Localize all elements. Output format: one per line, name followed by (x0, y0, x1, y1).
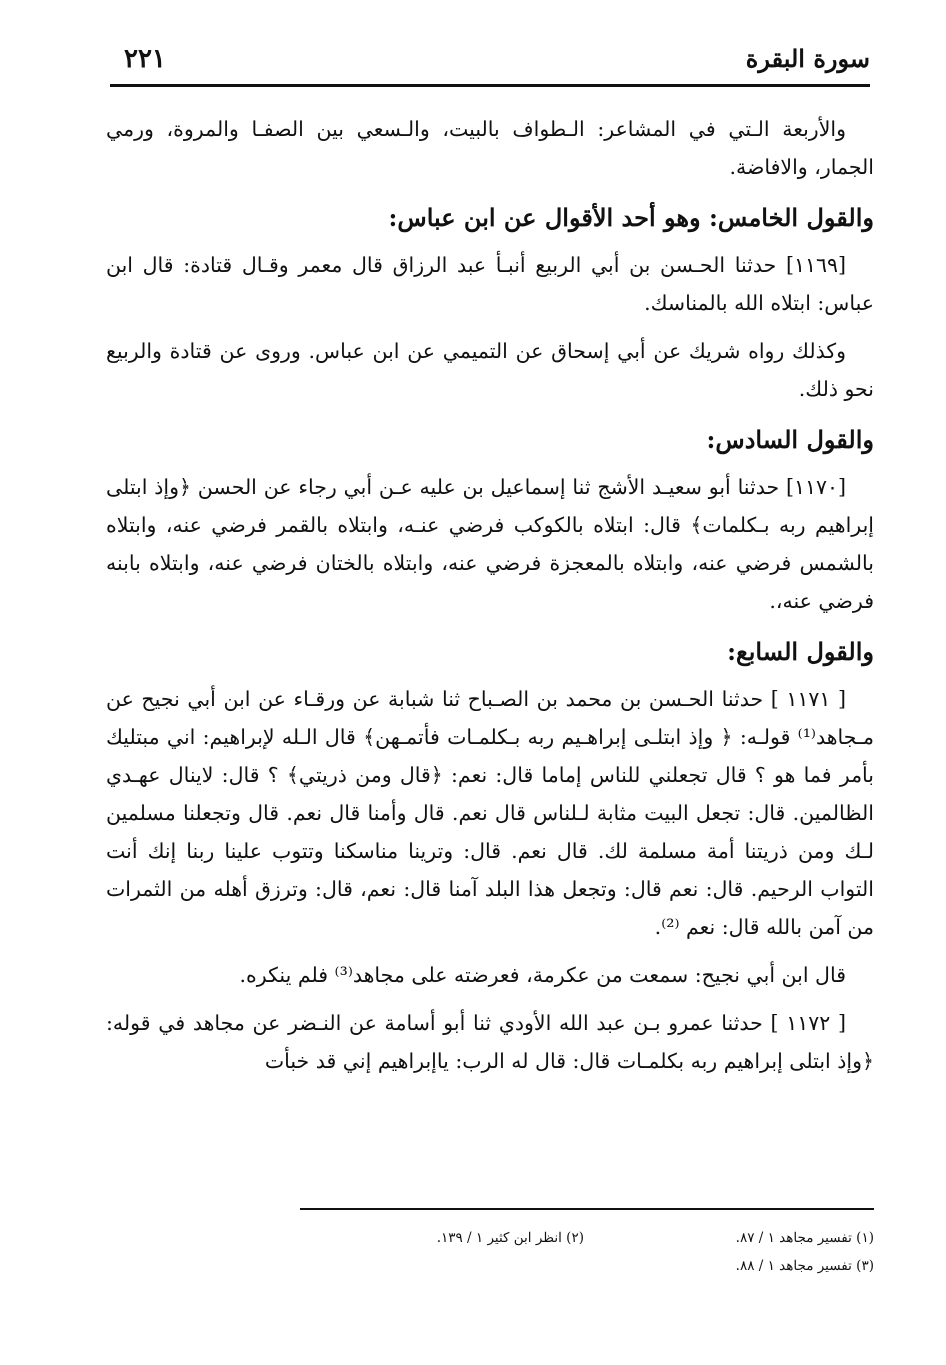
narration-1172: [ ١١٧٢ ] حدثنا عمرو بـن عبد الله الأودي ثنا أبو أسامة عن النـضر عن مجاهد في قوله: ﴿وإذ ابتلى إبراهيم ربه بكلمـات قال: قال له الرب: ياإبراهيم إني قد خبأت (106, 1011, 874, 1073)
page-number: ٢٢١ (124, 44, 166, 74)
heading-sixth-opinion: والقول السادس: (706, 425, 874, 454)
narration-1169: [١١٦٩] حدثنا الحـسن بن أبي الربيع أنبـأ عبد الرزاق قال معمر وقـال قتادة: قال ابن عباس: ابتلاه الله بالمناسك. (106, 253, 874, 315)
page-body (106, 110, 874, 1080)
paragraph-arbaa: والأربعة الـتي في المشاعر: الـطواف بالبيت، والـسعي بين الصفـا والمروة، ورمي الجمار، والافاضة. (106, 117, 874, 179)
footnote-row (300, 1252, 874, 1280)
header-rule (110, 84, 870, 87)
footnote-3: (٣) تفسير مجاهد ١ / ٨٨. (735, 1258, 874, 1274)
heading-seventh-opinion: والقول السابع: (727, 637, 874, 666)
surah-title: سورة البقرة (745, 44, 870, 73)
footnote-row (300, 1224, 874, 1252)
paragraph-ibn-abi-najih: قال ابن أبي نجيح: سمعت من عكرمة، فعرضته على مجاهد⁽³⁾ فلم ينكره. (239, 963, 846, 987)
paragraph-sharik: وكذلك رواه شريك عن أبي إسحاق عن التميمي عن ابن عباس. وروى عن قتادة والربيع نحو ذلك. (106, 339, 874, 401)
heading-fifth-opinion: والقول الخامس: وهو أحد الأقوال عن ابن عباس: (388, 203, 874, 232)
footnote-rule (300, 1208, 874, 1210)
page-header (110, 38, 870, 86)
narration-1170: [١١٧٠] حدثنا أبو سعيـد الأشج ثنا إسماعيل بن عليه عـن أبي رجاء عن الحسن ﴿وإذ ابتلى إبراهيم ربه بـكلمات﴾ قال: ابتلاه بالكوكب فرضي عنـه، وابتلاه بالقمر فرضي عنه، وابتلاه بالشمس فرضي عنه، وابتلاه بالمعجزة فرضي عنه، وابتلاه بالختان فرضي عنه، وابتلاه بابنه فرضي عنه،. (106, 475, 874, 613)
narration-1171: [ ١١٧١ ] حدثنا الحـسن بن محمد بن الصـباح ثنا شبابة عن ورقـاء عن ابن أبي نجيح عن مـجاهد⁽¹⁾ قولـه: ﴿ وإذ ابتلـى إبراهـيم ربه بـكلمـات فأتمـهن﴾ قال الـله لإبراهيم: اني مبتليك بأمر فما هو ؟ قال تجعلني للناس إماما قال: نعم: ﴿قال ومن ذريتي﴾ ؟ قال: لاينال عهـدي الظالمين. قال: تجعل البيت مثابة لـلناس قال نعم. قال وأمنا قال نعم. قال وتجعلنا مسلمين لـك ومن ذريتنا أمة مسلمة لك. قال نعم. قال: وترينا مناسكنا وتتوب علينا ربنا إنك أنت التواب الرحيم. قال: نعم قال: وتجعل هذا البلد آمنا قال: نعم، قال: وترزق أهله من الثمرات من آمن بالله قال: نعم ⁽²⁾. (106, 687, 874, 939)
footnotes (300, 1208, 874, 1280)
footnote-1: (١) تفسير مجاهد ١ / ٨٧. (735, 1230, 874, 1246)
footnote-2: (٢) انظر ابن كثير ١ / ١٣٩. (436, 1230, 584, 1246)
